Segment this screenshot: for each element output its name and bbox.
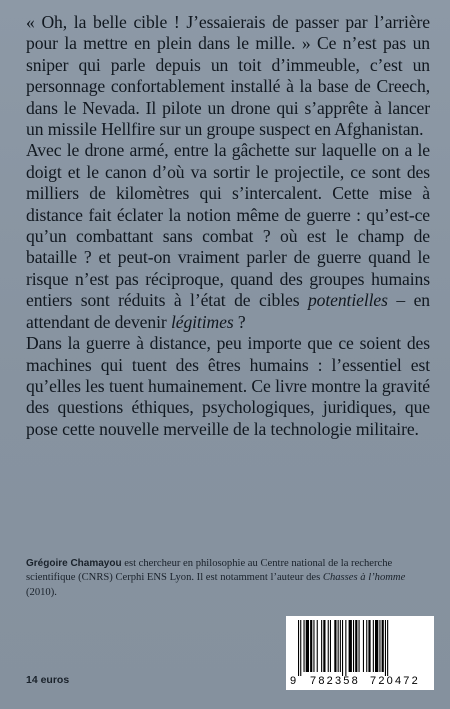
price-label: 14 euros	[26, 674, 70, 686]
barcode-bar	[306, 620, 309, 672]
blurb-paragraph-3: Dans la guerre à distance, peu importe que ce soient des machines qui tuent des êtres humains : l’essentiel est qu’elles les tuent humainement. Ce livre montre la gravité des questions éthiques, psychologiques, juridiques, que pose cette nouvelle merveille de la technologie militaire.	[26, 333, 430, 439]
barcode-bar	[317, 620, 318, 672]
barcode-bar	[385, 620, 386, 676]
barcode-group-1: 782358	[310, 675, 360, 687]
emphasis-legitimes: légitimes	[170, 311, 234, 332]
author-bio: Grégoire Chamayou est chercheur en philosophie au Centre national de la recherche scientifique (CNRS) Cerphi ENS Lyon. Il est notamment l’auteur des Chasses à l’homme (2010).	[26, 558, 406, 598]
barcode-bar	[387, 620, 388, 676]
emphasis-potentielles: potentielles	[307, 290, 388, 311]
isbn-barcode	[286, 616, 434, 690]
barcode-bar	[368, 620, 370, 672]
barcode-bar	[310, 620, 312, 672]
blurb-paragraph-1: « Oh, la belle cible ! J’essaierais de passer par l’arrière pour la mettre en plein dans le mille. » Ce n’est pas un sniper qui parle depuis un toit d’immeuble, c’est un personnage confortablement installé à la base de Creech, dans le Nevada. Il pilote un drone qui s’apprête à lancer un missile Hellfire sur un groupe suspect en Afghanistan.	[26, 12, 430, 140]
barcode-bar	[313, 620, 314, 672]
barcode-bar	[334, 620, 336, 672]
barcode-bar	[304, 620, 305, 672]
barcode-bar	[379, 620, 380, 672]
book-title: Chasses à l’homme	[322, 572, 406, 584]
barcode-bar	[382, 620, 384, 672]
barcode-bar	[338, 620, 339, 672]
barcode-bar	[345, 620, 346, 676]
barcode-bar	[353, 620, 354, 672]
barcode-bar	[321, 620, 322, 672]
barcode-bar	[300, 620, 301, 676]
barcode-bar	[340, 620, 341, 672]
blurb-text	[26, 12, 430, 440]
barcode-bar	[328, 620, 329, 672]
author-name: Grégoire Chamayou	[26, 558, 122, 569]
barcode-bar	[323, 620, 325, 672]
barcode-bar	[366, 620, 367, 672]
opening-quote: « Oh, la belle cible ! J’essaierais de passer par l’arrière pour la mettre en plein dans le mille. »	[26, 12, 430, 54]
barcode-bar	[298, 620, 299, 676]
barcode-bar	[349, 620, 352, 672]
barcode-bar	[330, 620, 331, 672]
barcode-lead-digit: 9	[290, 675, 297, 687]
barcode-group-2: 720472	[370, 675, 420, 687]
barcode-bar	[375, 620, 378, 672]
barcode-bar	[373, 620, 374, 672]
barcode-bar	[355, 620, 357, 672]
barcode-bar	[359, 620, 360, 672]
barcode-bars	[298, 620, 428, 676]
barcode-digits	[290, 675, 432, 689]
barcode-bar	[342, 620, 343, 676]
barcode-bar	[363, 620, 364, 672]
blurb-paragraph-2: Avec le drone armé, entre la gâchette sur laquelle on a le doigt et le canon d’où va sortir le projectile, ce sont des milliers de kilomètres qui s’intercalent. Cette mise à distance fait éclater la notion même de guerre : qu’est-ce qu’un combattant sans combat ? où est le champ de bataille ? et peut-on vraiment parler de guerre quand le risque n’est pas réciproque, quand des groupes humains entiers sont réduits à l’état de cibles potentielles – en attendant de devenir légitimes ?	[26, 140, 430, 332]
